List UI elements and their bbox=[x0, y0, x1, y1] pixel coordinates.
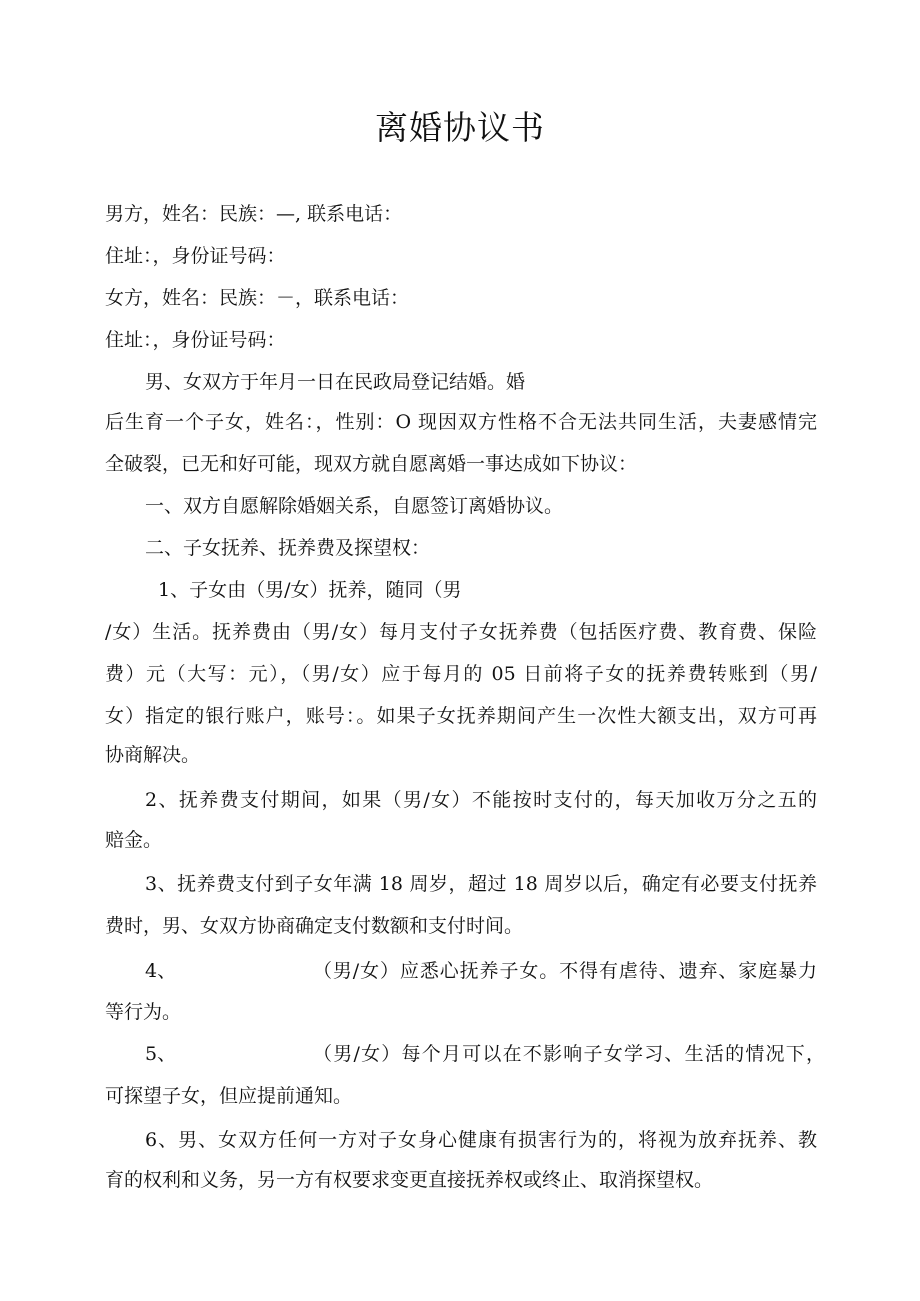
text-line: 2、抚养费支付期间，如果（男/女）不能按时支付的，每天加收万分之五的 bbox=[145, 789, 817, 811]
text-line: 男、女双方于年月一日在民政局登记结婚。婚 bbox=[145, 371, 526, 393]
text-line: 二、子女抚养、抚养费及探望权： bbox=[145, 537, 431, 559]
text-line: 住址：，身份证号码： bbox=[105, 329, 286, 351]
text-line: 可探望子女，但应提前通知。 bbox=[105, 1085, 353, 1107]
text-line: （男/女）每个月可以在不影响子女学习、生活的情况下， bbox=[313, 1043, 825, 1065]
text-line: 后生育一个子女，姓名：，性别：O 现因双方性格不合无法共同生活，夫妻感情完 bbox=[105, 411, 817, 433]
text-line: 男方，姓名：民族：—, 联系电话： bbox=[105, 203, 403, 225]
text-line: （男/女）应悉心抚养子女。不得有虐待、遗弃、家庭暴力 bbox=[313, 960, 817, 982]
text-line: 6、男、女双方任何一方对子女身心健康有损害行为的，将视为放弃抚养、教 bbox=[145, 1129, 817, 1151]
text-line: 等行为。 bbox=[105, 1001, 182, 1023]
text-line: 女方，姓名：民族：－，联系电话： bbox=[105, 287, 410, 309]
text-line: 3、抚养费支付到子女年满 18 周岁，超过 18 周岁以后，确定有必要支付抚养 bbox=[145, 873, 817, 895]
text-line: /女）生活。抚养费由（男/女）每月支付子女抚养费（包括医疗费、教育费、保险 bbox=[105, 621, 817, 643]
text-line: 费）元（大写：元），（男/女）应于每月的 05 日前将子女的抚养费转账到（男/ bbox=[105, 663, 817, 685]
text-line: 费时，男、女双方协商确定支付数额和支付时间。 bbox=[105, 915, 524, 937]
text-line: 全破裂，已无和好可能，现双方就自愿离婚一事达成如下协议： bbox=[105, 453, 638, 475]
text-line: 女）指定的银行账户，账号：。如果子女抚养期间产生一次性大额支出，双方可再 bbox=[105, 705, 817, 727]
text-line: 5、 bbox=[145, 1043, 177, 1065]
document-title: 离婚协议书 bbox=[375, 108, 545, 147]
text-line: 赔金。 bbox=[105, 829, 163, 851]
text-line: 1、子女由（男/女）抚养，随同（男 bbox=[158, 579, 462, 601]
text-line: 住址：，身份证号码： bbox=[105, 245, 286, 267]
text-line: 育的权利和义务，另一方有权要求变更直接抚养权或终止、取消探望权。 bbox=[105, 1169, 714, 1191]
text-line: 一、双方自愿解除婚姻关系，自愿签订离婚协议。 bbox=[145, 495, 564, 517]
text-line: 4、 bbox=[145, 960, 177, 982]
text-line: 协商解决。 bbox=[105, 744, 201, 766]
